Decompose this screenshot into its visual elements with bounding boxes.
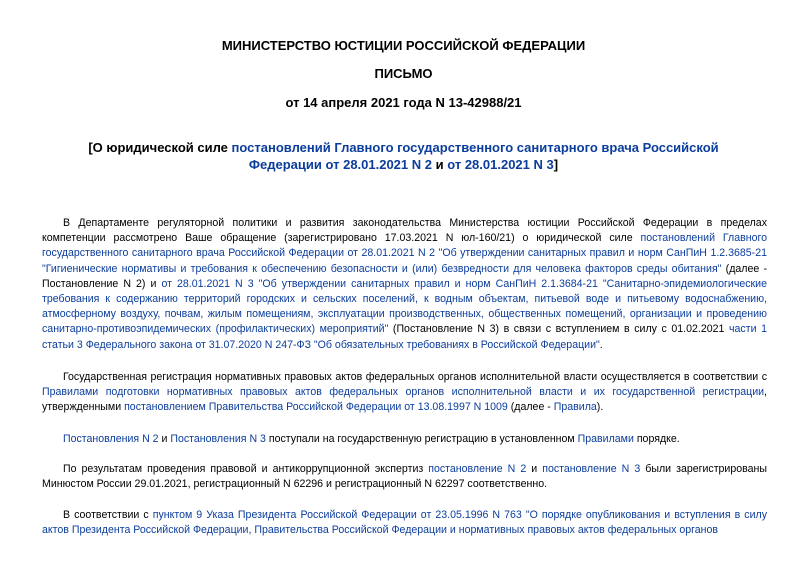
link-resolution-2[interactable]: Постановления N 2 [63,433,159,445]
link-rules-short[interactable]: Правилами [577,433,634,445]
link-federal-law[interactable]: части 1 статьи 3 Федерального закона от 31.07.2020 N 247-ФЗ "Об обязательных требованиях в Российской Федерации" [42,323,767,351]
paragraph-text: , утвержденными [42,386,767,414]
paragraph-1 [42,216,767,353]
paragraph-text: были зарегистрированы Минюстом России 29.01.2021, регистрационный N 62296 и регистрационный N 62297 соответственно. [42,463,768,491]
ministry-heading: МИНИСТЕРСТВО ЮСТИЦИИ РОССИЙСКОЙ ФЕДЕРАЦИИ [221,38,586,53]
paragraph-text: порядке. [633,433,680,445]
link-presidential-decree[interactable]: пунктом 9 Указа Президента Российской Федерации от 23.05.1996 N 763 "О порядке опубликования и вступления в силу актов Президента Российской Федерации, Правительства Российской Федерации и нормативных правовых актов федеральных органов [42,509,767,537]
paragraph-text: и [526,463,543,475]
paragraph-text: и [158,433,171,445]
paragraph-text: поступали на государственную регистрацию в установленном [265,433,578,445]
link-resolution-3[interactable]: от 28.01.2021 N 3 "Об утверждении санитарных правил и норм СанПиН 2.1.3684-21 "Санитарно-эпидемиологические требования к содержанию территорий городских и сельских поселений, к водным объектам, питьевой воде и питьевому водоснабжению, атмосферному воздуху, почвам, жилым помещениям, эксплуатации производственных, общественных помещений, организации и проведению санитарно-противоэпидемических (профилактических) мероприятий" [42,277,767,336]
link-rules-short[interactable]: Правила [553,401,597,414]
title-text: и [432,157,448,172]
document-date-number: от 14 апреля 2021 года N 13-42988/21 [285,95,522,110]
paragraph-2 [42,370,767,416]
paragraph-text: По результатам проведения правовой и антикоррупционной экспертиз [63,463,429,475]
title-text: ] [553,157,559,172]
paragraph-text: (далее - [507,401,554,414]
link-government-resolution[interactable]: постановлением Правительства Российской Федерации от 13.08.1997 N 1009 [124,401,508,414]
link-resolution-3[interactable]: Постановления N 3 [170,433,266,445]
paragraph-5 [42,508,767,538]
paragraph-text: ). [596,401,604,414]
link-resolution-3[interactable]: постановление N 3 [542,463,641,475]
paragraph-text: В соответствии с [63,509,153,521]
title-link-resolution-2[interactable]: постановлений Главного государственного санитарного врача Российской Федерации от 28.01.2021 N 2 [231,140,719,172]
document-type: ПИСЬМО [374,66,433,81]
link-resolutions[interactable]: постановлений Главного государственного санитарного врача Российской Федерации от 28.01.2021 N 2 "Об утверждении санитарных правил и норм СанПиН 1.2.3685-21 "Гигиенические нормативы и требования к обеспечению безопасности и (или) безвредности для человека факторов среды обитания" [42,232,767,275]
paragraph-text: (Постановление N 3) в связи с вступлением в силу с 01.02.2021 [388,323,730,336]
link-resolution-2[interactable]: постановление N 2 [428,463,527,475]
paragraph-3 [42,432,767,447]
paragraph-text: . [599,338,603,351]
paragraph-text: В Департаменте регуляторной политики и развития законодательства Министерства юстиции Российской Федерации в пределах компетенции рассмотрено Ваше обращение (зарегистрировано 17.03.2021 N юл-160/21) о юридической силе [42,217,767,245]
paragraph-4 [42,462,767,492]
title-link-resolution-3[interactable]: от 28.01.2021 N 3 [447,157,554,172]
title-text: [О юридической силе [88,140,232,155]
link-rules[interactable]: Правилами подготовки нормативных правовых актов федеральных органов исполнительной власти и их государственной регистрации [42,386,765,399]
paragraph-text: Государственная регистрация нормативных правовых актов федеральных органов исполнительной власти осуществляется в соответствии с [63,371,767,383]
paragraph-text: (далее - Постановление N 2) и [42,262,767,290]
document-title [60,139,747,173]
